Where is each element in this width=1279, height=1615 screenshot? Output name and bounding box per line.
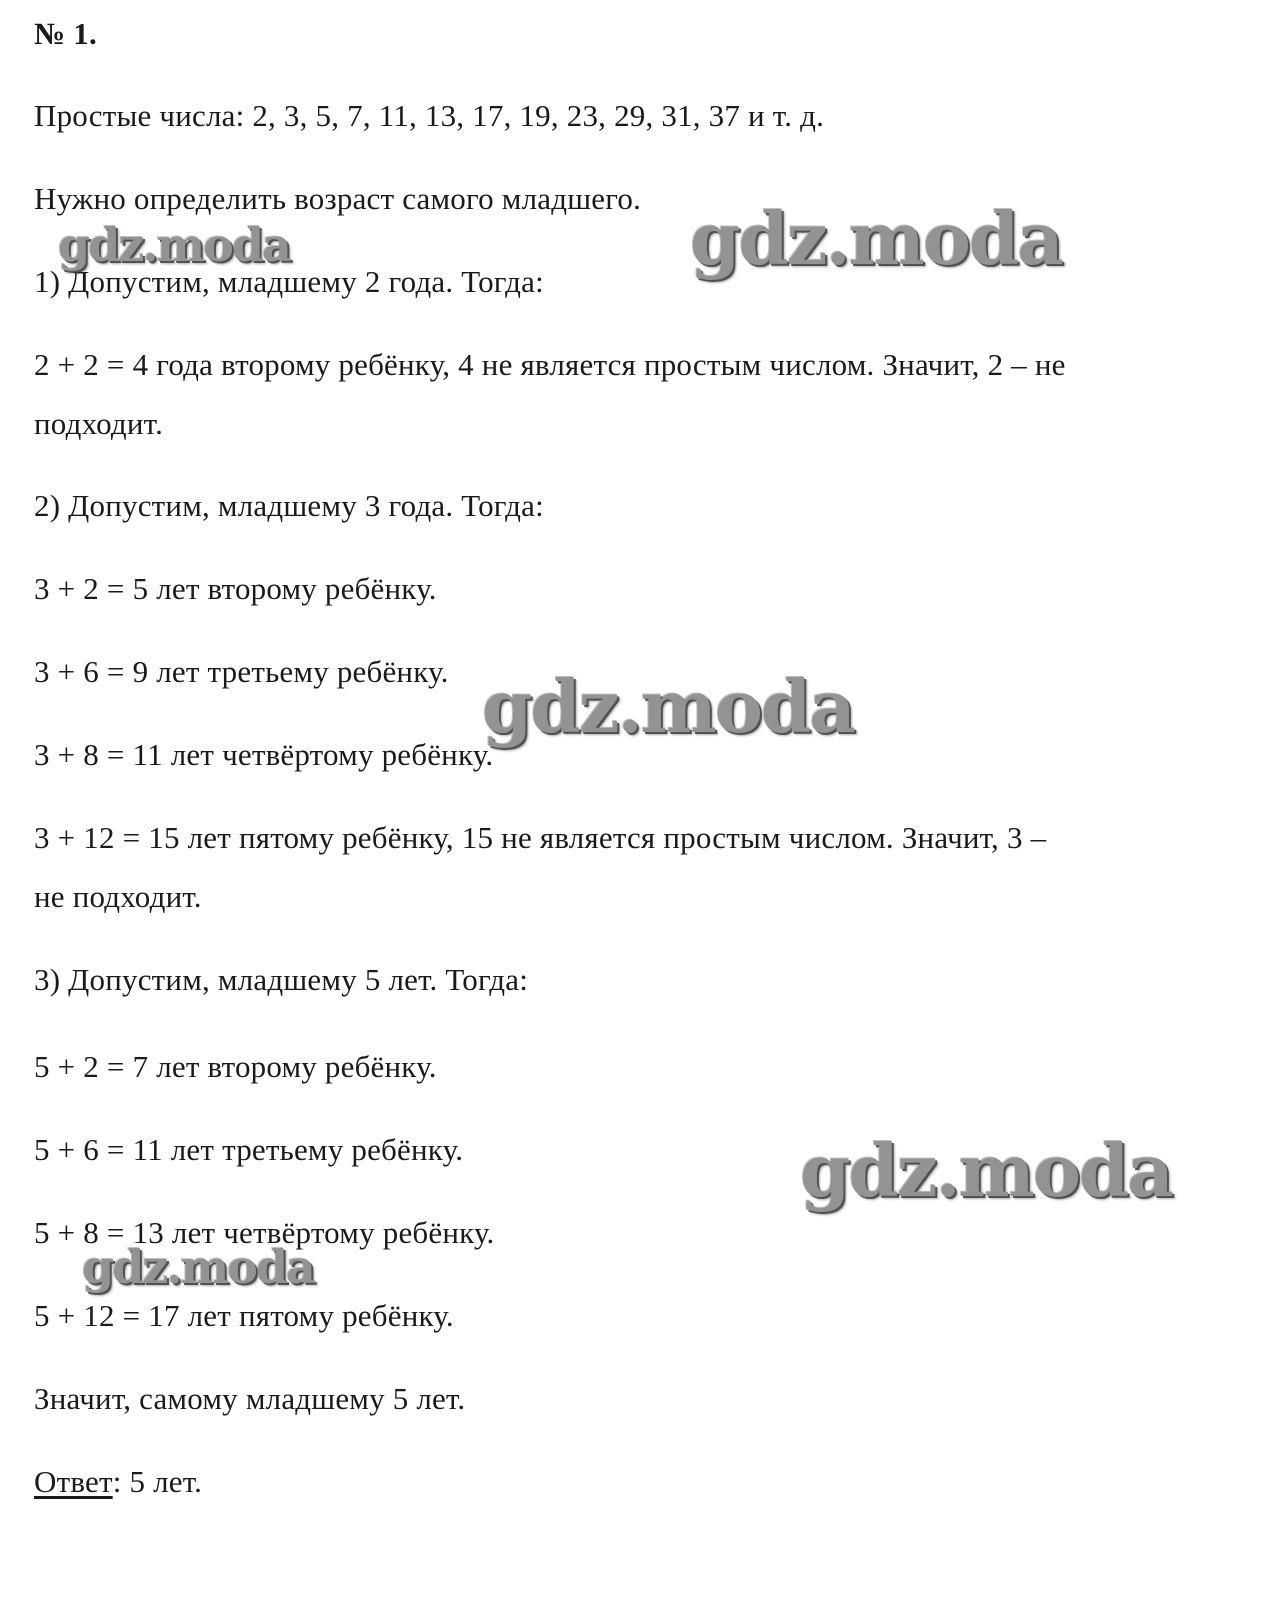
case2-line1: 3 + 2 = 5 лет второму ребёнку. (34, 571, 437, 606)
case1-line1: 2 + 2 = 4 года второму ребёнку, 4 не является простым числом. Значит, 2 – не (34, 347, 1066, 382)
watermark-logo: gdz.moda (58, 218, 290, 272)
case3-line2: 5 + 6 = 11 лет третьему ребёнку. (34, 1132, 464, 1167)
case2-line3: 3 + 8 = 11 лет четвёртому ребёнку. (34, 737, 494, 772)
case3-line3: 5 + 8 = 13 лет четвёртому ребёнку. (34, 1215, 495, 1250)
case3-line4: 5 + 12 = 17 лет пятому ребёнку. (34, 1298, 454, 1333)
case3-line1: 5 + 2 = 7 лет второму ребёнку. (34, 1049, 437, 1084)
watermark-logo: gdz.moda (482, 664, 854, 749)
case1-intro: 1) Допустим, младшему 2 года. Тогда: (34, 264, 544, 299)
problem-number: № 1. (34, 16, 97, 51)
case2-line5: не подходит. (34, 879, 202, 914)
answer-line (34, 1462, 202, 1502)
task-line: Нужно определить возраст самого младшего. (34, 181, 642, 216)
case2-line2: 3 + 6 = 9 лет третьему ребёнку. (34, 654, 449, 689)
case1-line2: подходит. (34, 406, 164, 441)
answer-label: Ответ (34, 1464, 113, 1499)
watermark-logo: gdz.moda (690, 196, 1062, 281)
watermark-logo: gdz.moda (800, 1128, 1172, 1213)
primes-line: Простые числа: 2, 3, 5, 7, 11, 13, 17, 19, 23, 29, 31, 37 и т. д. (34, 98, 825, 133)
case2-line4: 3 + 12 = 15 лет пятому ребёнку, 15 не является простым числом. Значит, 3 – (34, 820, 1047, 855)
case3-intro: 3) Допустим, младшему 5 лет. Тогда: (34, 962, 529, 997)
case2-intro: 2) Допустим, младшему 3 года. Тогда: (34, 488, 544, 523)
answer-value: : 5 лет. (112, 1464, 203, 1499)
watermark-logo: gdz.moda (82, 1240, 314, 1294)
conclusion-line: Значит, самому младшему 5 лет. (34, 1381, 466, 1416)
